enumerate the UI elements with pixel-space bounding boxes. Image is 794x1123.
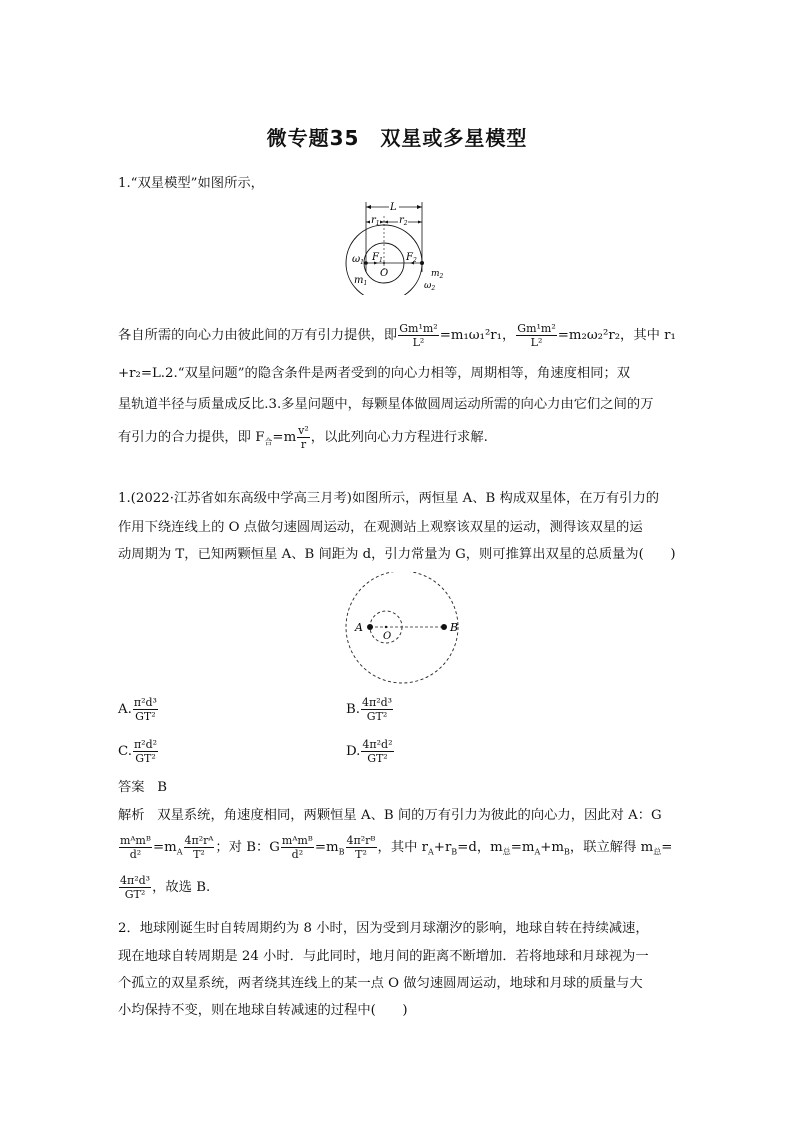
option-a[interactable]: A. $\frac{\text{π²d³}}{\text{GT²}}$: [118, 696, 157, 723]
fig1-w2-label: $\omega_2$: [424, 281, 436, 292]
intro-line-1: 各自所需的向心力由彼此间的万有引力提供，即 $\frac{\text{Gm¹m²}}{\text{L²}}$ =m₁ω₁²r₁， $\frac{\text{Gm¹m²}}{\text{L²}}$ =m₂ω₂²r₂，其中 r₁: [118, 322, 676, 349]
q1-line-2: 作用下绕连线上的 O 点做匀速圆周运动，在观测站上观察该双星的运动，测得该双星的运: [118, 520, 643, 535]
q2-line-3: 个孤立的双星系统，两者绕其连线上的某一点 O 做匀速圆周运动，地球和月球的质量与大: [118, 976, 643, 991]
fig2-star-B: [441, 624, 447, 630]
q2-line-1: 2．地球刚诞生时自转周期约为 8 小时，因为受到月球潮汐的影响，地球自转在持续减速，: [118, 921, 649, 936]
intro-fraction-1: $\frac{\text{Gm¹m²}}{\text{L²}}$: [399, 322, 438, 349]
intro-line-3: 星轨道半径与质量成反比.3.多星问题中，每颗星体做圆周运动所需的向心力由它们之间的万: [118, 397, 654, 412]
q2-line-4: 小均保持不变，则在地球自转减速的过程中( ): [118, 1003, 408, 1018]
fig1-star-m2: [420, 261, 424, 265]
analysis-line-2: $\frac{\text{mᴬmᴮ}}{\text{d²}}$ $=m_A$ $\frac{\text{4π²rᴬ}}{\text{T²}}$ ；对 B：G $\frac{\text{mᴬmᴮ}}{\text{d²}}$ $=m_B$ $\frac{\text{4π²rᴮ}}{\text{T²}}$ ，其中 $r_A+r_B=d$，$m_总=m_A+m_B$，联立解得 $m_总=$: [120, 834, 673, 861]
two-star-figure: [330, 572, 470, 687]
fig1-star-m1: [364, 261, 368, 265]
analysis-line-1: 解析 双星系统，角速度相同，两颗恒星 A、B 间的万有引力为彼此的向心力，因此对 A：G: [118, 808, 662, 823]
answer-line: [118, 776, 167, 795]
answer-value: B: [157, 780, 168, 795]
fig1-w1-label: $\omega_1$: [352, 254, 364, 266]
fig2-B-label: B: [450, 621, 459, 634]
q1-line-1: 1.(2022·江苏省如东高级中学高三月考)如图所示，两恒星 A、B 构成双星体，在万有引力的: [118, 491, 660, 506]
page-title: 微专题35 双星或多星模型: [266, 126, 528, 150]
fig1-r1-label: $r_1$: [371, 215, 380, 227]
option-d[interactable]: D. $\frac{\text{4π²d²}}{\text{GT²}}$: [346, 738, 393, 765]
fig1-r2-label: $r_2$: [399, 215, 408, 227]
fig1-F2-label: $F_2$: [406, 252, 417, 264]
fig1-L-label: L: [390, 202, 397, 213]
fig1-m2-label: $m_2$: [431, 269, 444, 280]
intro-line-4: 有引力的合力提供，即 $F_合=m$ $\frac{\text{v²}}{r}$ ，以此列向心力方程进行求解.: [118, 424, 488, 451]
intro-heading: 1.“双星模型”如图所示，: [118, 176, 264, 191]
answer-label: 答案: [118, 780, 145, 795]
fig2-A-label: A: [355, 621, 363, 634]
intro-fraction-3: $\frac{\text{v²}}{r}$: [298, 424, 309, 451]
intro-fraction-2: $\frac{\text{Gm¹m²}}{\text{L²}}$: [517, 322, 556, 349]
fig2-center-O: [385, 626, 387, 628]
fig2-O-label: O: [383, 631, 392, 642]
binary-star-figure: [340, 200, 450, 295]
analysis-label: 解析: [118, 808, 145, 823]
fig2-star-A: [367, 624, 373, 630]
fig1-O-label: O: [380, 268, 389, 279]
analysis-line-3: $\frac{\text{4π²d³}}{\text{GT²}}$ ，故选 B.: [120, 874, 211, 901]
q1-line-3: 动周期为 T，已知两颗恒星 A、B 间距为 d，引力常量为 G，则可推算出双星的总质量为( ): [118, 547, 676, 562]
q2-line-2: 现在地球自转周期是 24 小时．与此同时，地月间的距离不断增加．若将地球和月球视为一: [118, 949, 649, 964]
intro-line-2: +r₂=L.2.“双星问题”的隐含条件是两者受到的向心力相等，周期相等，角速度相同；双: [118, 366, 631, 381]
option-b[interactable]: B. $\frac{\text{4π²d³}}{\text{GT²}}$: [346, 696, 393, 723]
fig1-center-O: [383, 262, 385, 264]
fig1-m1-label: $m_1$: [354, 275, 368, 287]
fig1-F1-label: $F_1$: [372, 252, 383, 264]
option-c[interactable]: C. $\frac{\text{π²d²}}{\text{GT²}}$: [118, 738, 158, 765]
